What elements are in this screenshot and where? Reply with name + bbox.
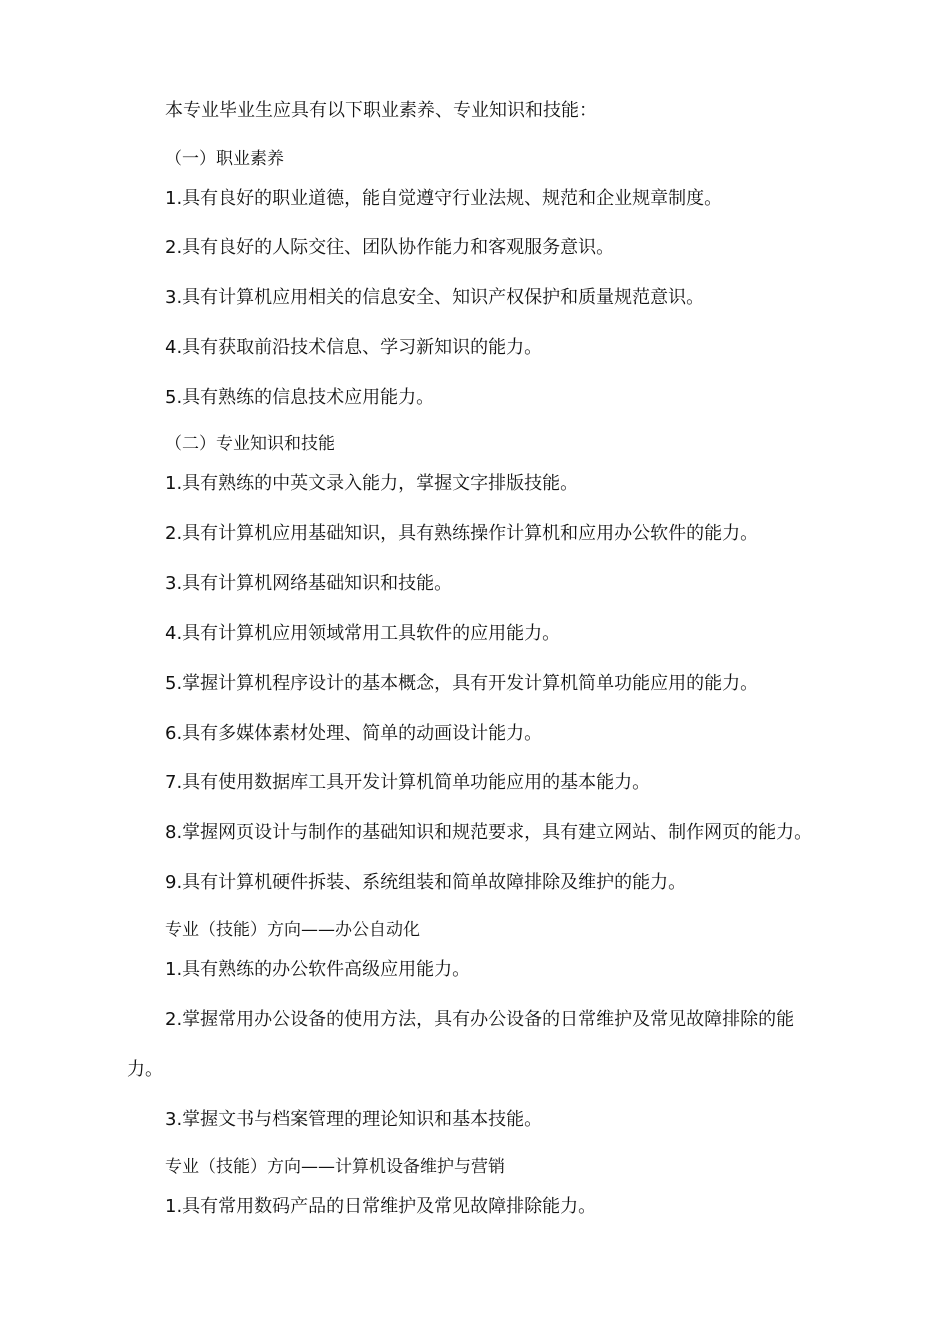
list-item: 2.掌握常用办公设备的使用方法，具有办公设备的日常维护及常见故障排除的能 <box>165 1009 795 1030</box>
list-item: 1.具有良好的职业道德，能自觉遵守行业法规、规范和企业规章制度。 <box>165 188 723 209</box>
section-heading-professional-quality: （一）职业素养 <box>165 149 284 169</box>
list-item: 4.具有计算机应用领域常用工具软件的应用能力。 <box>165 623 561 644</box>
list-item: 8.掌握网页设计与制作的基础知识和规范要求，具有建立网站、制作网页的能力。 <box>165 822 813 843</box>
direction-heading-device-maintenance: 专业（技能）方向——计算机设备维护与营销 <box>165 1157 505 1177</box>
list-item: 9.具有计算机硬件拆装、系统组装和简单故障排除及维护的能力。 <box>165 872 687 893</box>
list-item: 3.具有计算机应用相关的信息安全、知识产权保护和质量规范意识。 <box>165 287 705 308</box>
list-item: 5.具有熟练的信息技术应用能力。 <box>165 387 435 408</box>
list-item: 1.具有熟练的中英文录入能力，掌握文字排版技能。 <box>165 473 579 494</box>
list-item: 3.具有计算机网络基础知识和技能。 <box>165 573 453 594</box>
list-item: 6.具有多媒体素材处理、简单的动画设计能力。 <box>165 723 543 744</box>
intro-paragraph: 本专业毕业生应具有以下职业素养、专业知识和技能： <box>165 100 597 121</box>
direction-heading-office-automation: 专业（技能）方向——办公自动化 <box>165 920 420 940</box>
list-item: 3.掌握文书与档案管理的理论知识和基本技能。 <box>165 1109 543 1130</box>
list-item: 7.具有使用数据库工具开发计算机简单功能应用的基本能力。 <box>165 772 651 793</box>
list-item: 1.具有常用数码产品的日常维护及常见故障排除能力。 <box>165 1196 597 1217</box>
list-item: 4.具有获取前沿技术信息、学习新知识的能力。 <box>165 337 543 358</box>
list-item-continuation: 力。 <box>127 1059 163 1080</box>
list-item: 2.具有计算机应用基础知识，具有熟练操作计算机和应用办公软件的能力。 <box>165 523 759 544</box>
list-item: 2.具有良好的人际交往、团队协作能力和客观服务意识。 <box>165 237 615 258</box>
list-item: 5.掌握计算机程序设计的基本概念，具有开发计算机简单功能应用的能力。 <box>165 673 759 694</box>
section-heading-knowledge-skills: （二）专业知识和技能 <box>165 434 335 454</box>
list-item: 1.具有熟练的办公软件高级应用能力。 <box>165 959 471 980</box>
